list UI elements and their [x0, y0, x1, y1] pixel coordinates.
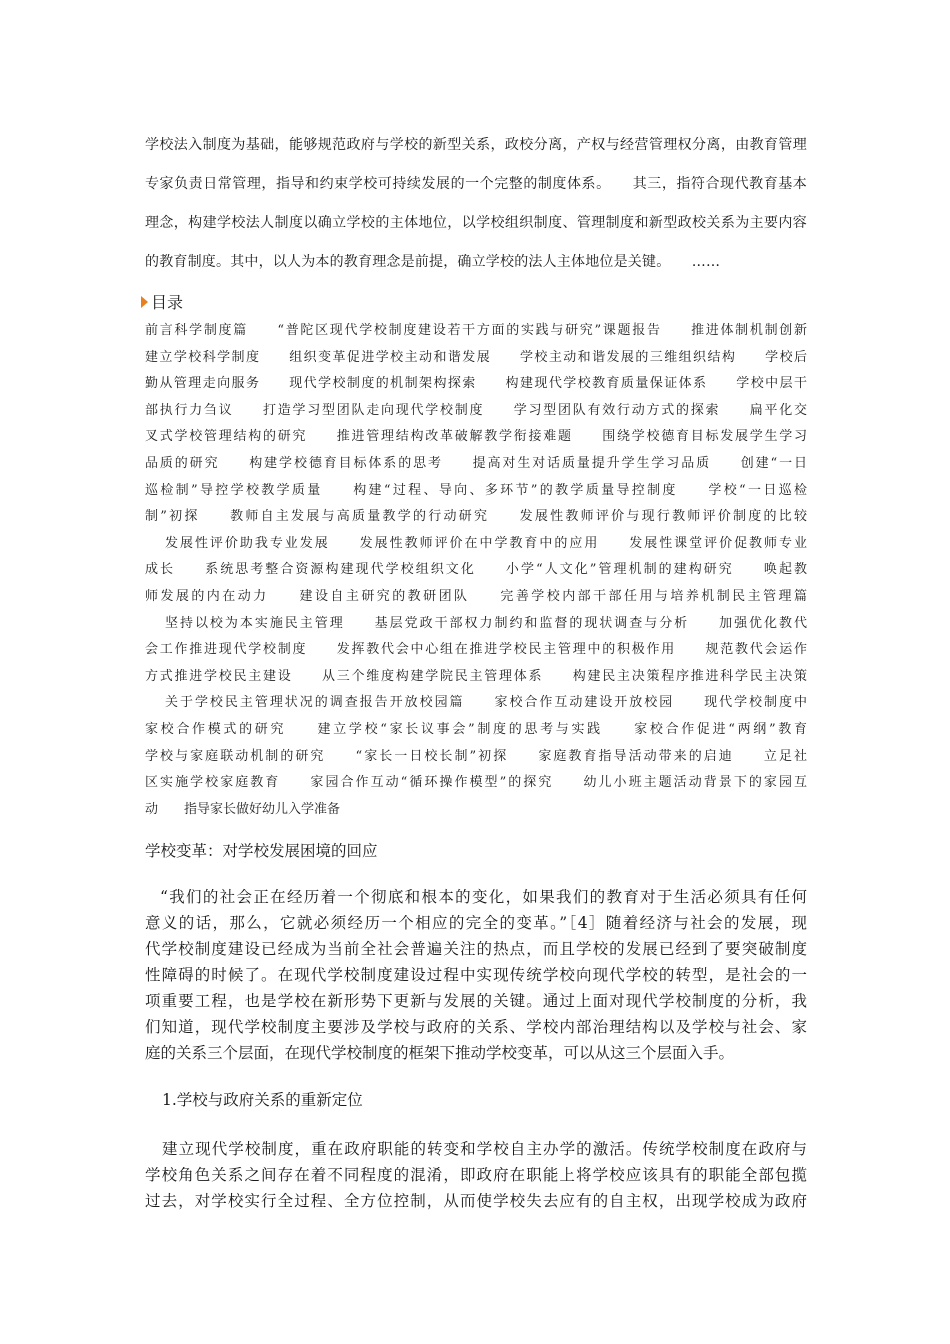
intro-line: 专家负责日常管理，指导和约束学校可持续发展的一个完整的制度体系。 其三，指符合现代教育基本: [145, 176, 807, 192]
toc-line: 制”初探 教师自主发展与高质量教学的行动研究 发展性教师评价与现行教师评价制度的比较: [145, 509, 807, 525]
toc-line: 师发展的内在动力 建设自主研究的教研团队 完善学校内部干部任用与培养机制民主管理篇: [145, 588, 807, 604]
toc-line: 学校与家庭联动机制的研究 “家长一日校长制”初探 家庭教育指导活动带来的启迪 立足社: [145, 748, 807, 764]
toc-line: 建立学校科学制度 组织变革促进学校主动和谐发展 学校主动和谐发展的三维组织结构 学校后: [145, 349, 807, 365]
toc-line: 会工作推进现代学校制度 发挥教代会中心组在推进学校民主管理中的积极作用 规范教代会运作: [145, 642, 807, 658]
paragraph-line: 建立现代学校制度，重在政府职能的转变和学校自主办学的激活。传统学校制度在政府与: [162, 1140, 807, 1158]
section-title: 学校变革：对学校发展困境的回应: [145, 842, 378, 860]
body-paragraph: [145, 1136, 807, 1214]
toc-line: 发展性评价助我专业发展 发展性教师评价在中学教育中的应用 发展性课堂评价促教师专业: [165, 535, 807, 551]
toc-line: 关于学校民主管理状况的调查报告开放校园篇 家校合作互动建设开放校园 现代学校制度中: [165, 695, 807, 711]
paragraph-line: 庭的关系三个层面，在现代学校制度的框架下推动学校变革，可以从这三个层面入手。: [145, 1044, 735, 1062]
toc-line: 方式推进学校民主建设 从三个维度构建学院民主管理体系 构建民主决策程序推进科学民主决策: [145, 668, 807, 684]
body-paragraph: [145, 884, 807, 1066]
toc-line: 区实施学校家庭教育 家园合作互动“循环操作模型”的探究 幼儿小班主题活动背景下的家园互: [145, 775, 807, 791]
intro-line: 学校法入制度为基础，能够规范政府与学校的新型关系，政校分离，产权与经营管理权分离，由教育管理: [145, 137, 807, 153]
paragraph-line: 代学校制度建设已经成为当前全社会普遍关注的热点，而且学校的发展已经到了要突破制度: [145, 940, 807, 958]
paragraph-line: 们知道，现代学校制度主要涉及学校与政府的关系、学校内部治理结构以及学校与社会、家: [145, 1018, 807, 1036]
toc-line: 品质的研究 构建学校德育目标体系的思考 提高对生对话质量提升学生学习品质 创建“一日: [145, 455, 807, 471]
toc-line: 坚持以校为本实施民主管理 基层党政干部权力制约和监督的现状调查与分析 加强优化教代: [165, 615, 807, 631]
toc-line: 叉式学校管理结构的研究 推进管理结构改革破解教学衔接难题 围绕学校德育目标发展学生学习: [145, 429, 807, 445]
subsection-title: 1.学校与政府关系的重新定位: [162, 1091, 363, 1109]
paragraph-line: 意义的话，那么，它就必须经历一个相应的完全的变革。”［4］随着经济与社会的发展，现: [145, 914, 807, 932]
paragraph-line: 过去，对学校实行全过程、全方位控制，从而使学校失去应有的自主权，出现学校成为政府: [145, 1192, 807, 1210]
toc-heading: [141, 289, 183, 313]
toc-line: 成长 系统思考整合资源构建现代学校组织文化 小学“人文化”管理机制的建构研究 唤起教: [145, 562, 807, 578]
paragraph-line: 项重要工程，也是学校在新形势下更新与发展的关键。通过上面对现代学校制度的分析，我: [145, 992, 807, 1010]
toc-title: 目录: [151, 292, 184, 312]
intro-line: 理念，构建学校法人制度以确立学校的主体地位，以学校组织制度、管理制度和新型政校关系为主要内容: [145, 215, 807, 231]
toc-line: 前言科学制度篇 “普陀区现代学校制度建设若干方面的实践与研究”课题报告 推进体制机制创新: [145, 323, 807, 338]
toc-line: 部执行力刍议 打造学习型团队走向现代学校制度 学习型团队有效行动方式的探索 扁平化交: [145, 402, 807, 418]
arrow-right-icon: [141, 296, 148, 308]
paragraph-line: “我们的社会正在经历着一个彻底和根本的变化，如果我们的教育对于生活必须具有任何: [160, 888, 807, 906]
paragraph-line: 学校角色关系之间存在着不同程度的混淆，即政府在职能上将学校应该具有的职能全部包揽: [145, 1166, 807, 1184]
intro-line: 的教育制度。其中，以人为本的教育理念是前提，确立学校的法人主体地位是关键。 ……: [145, 254, 721, 270]
toc-line: 家校合作模式的研究 建立学校“家长议事会”制度的思考与实践 家校合作促进“两纲”教育: [145, 721, 807, 737]
paragraph-line: 性障碍的时候了。在现代学校制度建设过程中实现传统学校向现代学校的转型，是社会的一: [145, 966, 807, 984]
table-of-contents: [145, 318, 807, 823]
toc-line: 勤从管理走向服务 现代学校制度的机制架构探索 构建现代学校教育质量保证体系 学校中层干: [145, 376, 807, 392]
toc-line: 动 指导家长做好幼儿入学准备: [145, 801, 341, 817]
toc-line: 巡检制”导控学校教学质量 构建“过程、导向、多环节”的教学质量导控制度 学校“一日巡检: [145, 482, 807, 498]
intro-paragraph: [145, 132, 807, 288]
